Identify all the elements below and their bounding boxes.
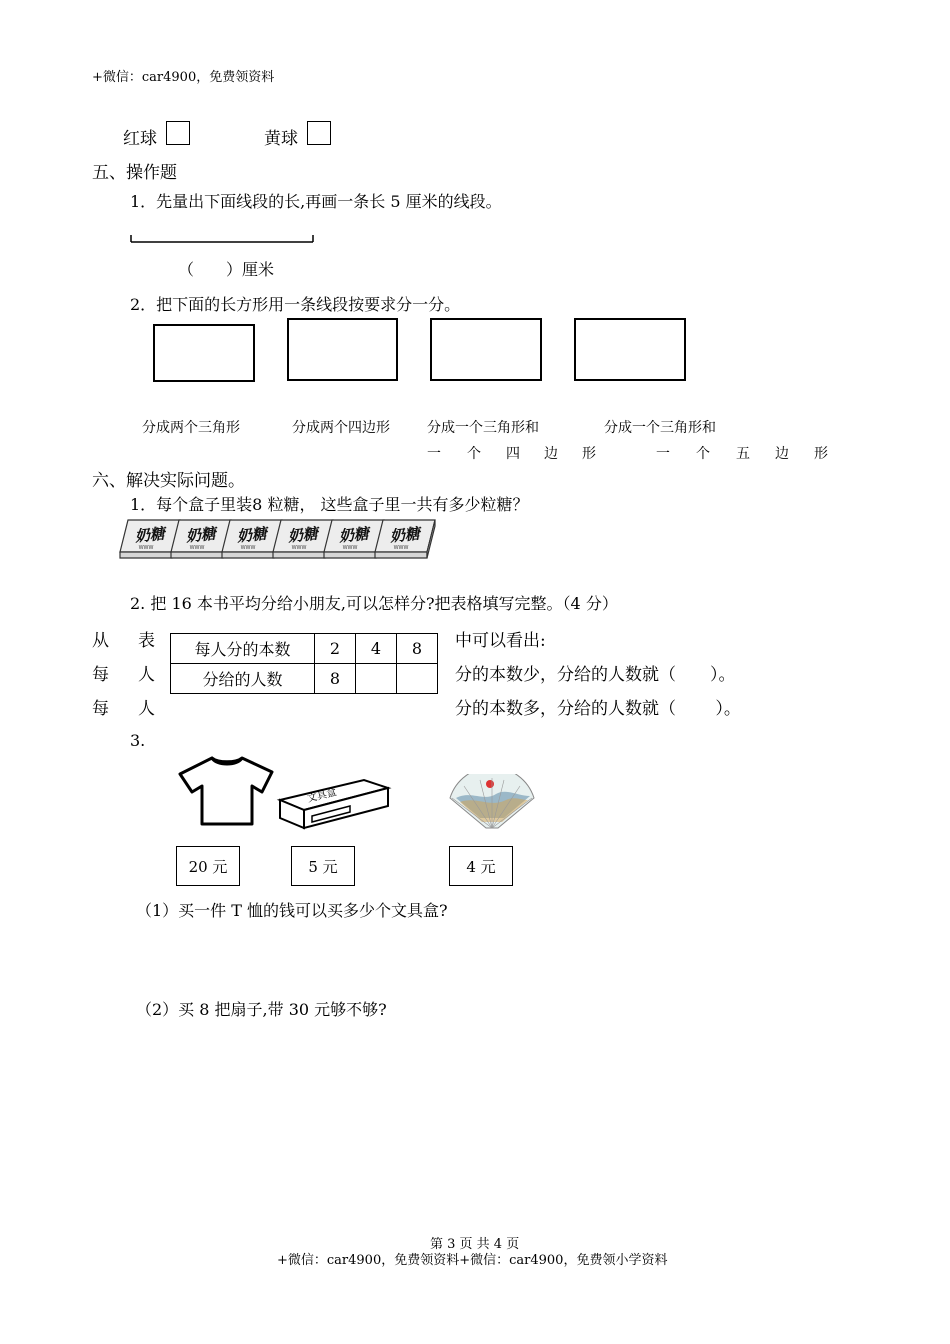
rectangle-3[interactable]	[430, 318, 542, 381]
q3-number: 3.	[130, 731, 146, 750]
svg-text:WWW: WWW	[393, 545, 409, 551]
caption-3-cont-char: 边	[544, 446, 558, 462]
caption-4-cont-char: 个	[696, 446, 710, 462]
red-ball-label: 红球	[123, 129, 157, 149]
table-cell: 每人分的本数	[171, 634, 315, 664]
table-cell-blank[interactable]	[397, 664, 438, 694]
table-cell: 分给的人数	[171, 664, 315, 694]
candy-box-icon	[373, 516, 437, 562]
yellow-ball-answer-box[interactable]	[307, 121, 331, 145]
red-ball-answer-box[interactable]	[166, 121, 190, 145]
svg-text:WWW: WWW	[291, 545, 307, 551]
caption-4-cont-char: 五	[736, 446, 750, 462]
caption-3-cont-char: 形	[582, 446, 596, 462]
svg-text:WWW: WWW	[189, 545, 205, 551]
svg-text:奶糖: 奶糖	[236, 524, 268, 546]
table-cell-blank[interactable]	[356, 664, 397, 694]
books-table	[170, 633, 438, 694]
rectangle-4[interactable]	[574, 318, 686, 381]
table-cell: 8	[315, 664, 356, 694]
pencil-box-price: 5 元	[291, 846, 355, 886]
left-char: 每	[92, 699, 109, 719]
footer-watermark: +微信：car4900，免费领资料+微信：car4900，免费领小学资料	[277, 1253, 668, 1268]
tshirt-icon	[176, 754, 278, 828]
table-cell: 2	[315, 634, 356, 664]
table-cell: 8	[397, 634, 438, 664]
caption-1: 分成两个三角形	[142, 420, 240, 436]
right-text[interactable]: 分的本数少，分给的人数就（ ）。	[455, 665, 736, 685]
svg-text:奶糖: 奶糖	[389, 524, 421, 546]
s6-q1-text: 1．每个盒子里装8 粒糖， 这些盒子里一共有多少粒糖？	[130, 495, 529, 514]
fan-price: 4 元	[449, 846, 513, 886]
right-text: 中可以看出:	[455, 631, 546, 651]
rectangle-1[interactable]	[153, 324, 255, 382]
section6-title: 六、解决实际问题。	[92, 471, 245, 491]
caption-3: 分成一个三角形和	[427, 420, 539, 436]
rectangle-2[interactable]	[287, 318, 398, 381]
table-row	[171, 634, 438, 664]
section5-title: 五、操作题	[92, 163, 177, 183]
right-text[interactable]: 分的本数多，分给的人数就（ ）。	[455, 699, 741, 719]
caption-2: 分成两个四边形	[292, 420, 390, 436]
header-watermark: +微信：car4900，免费领资料	[92, 70, 275, 85]
svg-text:奶糖: 奶糖	[185, 524, 217, 546]
left-char: 人	[138, 665, 155, 685]
fan-icon	[446, 774, 538, 832]
caption-3-cont-char: 一	[427, 446, 441, 462]
svg-text:WWW: WWW	[342, 545, 358, 551]
yellow-ball-label: 黄球	[264, 129, 298, 149]
table-row	[171, 664, 438, 694]
q3-sub1: （1）买一件 T 恤的钱可以买多少个文具盒?	[136, 901, 448, 920]
svg-text:WWW: WWW	[138, 545, 154, 551]
caption-4-cont-char: 一	[656, 446, 670, 462]
svg-text:奶糖: 奶糖	[134, 524, 166, 546]
svg-text:WWW: WWW	[240, 545, 256, 551]
left-char: 人	[138, 699, 155, 719]
caption-3-cont-char: 个	[467, 446, 481, 462]
left-char: 表	[138, 631, 155, 651]
left-char: 每	[92, 665, 109, 685]
caption-4-cont-char: 边	[775, 446, 789, 462]
caption-3-cont-char: 四	[506, 446, 520, 462]
q1-answer-blank[interactable]: （ ）厘米	[178, 260, 275, 279]
svg-text:奶糖: 奶糖	[287, 524, 319, 546]
q1-text: 1．先量出下面线段的长,再画一条长 5 厘米的线段。	[130, 192, 502, 211]
page-number: 第 3 页 共 4 页	[430, 1237, 520, 1252]
svg-text:文具盒: 文具盒	[306, 786, 338, 805]
q3-sub2: （2）买 8 把扇子,带 30 元够不够?	[136, 1000, 387, 1019]
left-char: 从	[92, 631, 109, 651]
measure-line-segment	[128, 232, 318, 246]
caption-4: 分成一个三角形和	[604, 420, 716, 436]
tshirt-price: 20 元	[176, 846, 240, 886]
s6-q2-text: 2. 把 16 本书平均分给小朋友,可以怎样分?把表格填写完整。（4 分）	[130, 594, 618, 613]
pencil-box-icon	[276, 778, 392, 832]
table-cell: 4	[356, 634, 397, 664]
svg-text:奶糖: 奶糖	[338, 524, 370, 546]
q2-text: 2．把下面的长方形用一条线段按要求分一分。	[130, 295, 461, 314]
caption-4-cont-char: 形	[814, 446, 828, 462]
